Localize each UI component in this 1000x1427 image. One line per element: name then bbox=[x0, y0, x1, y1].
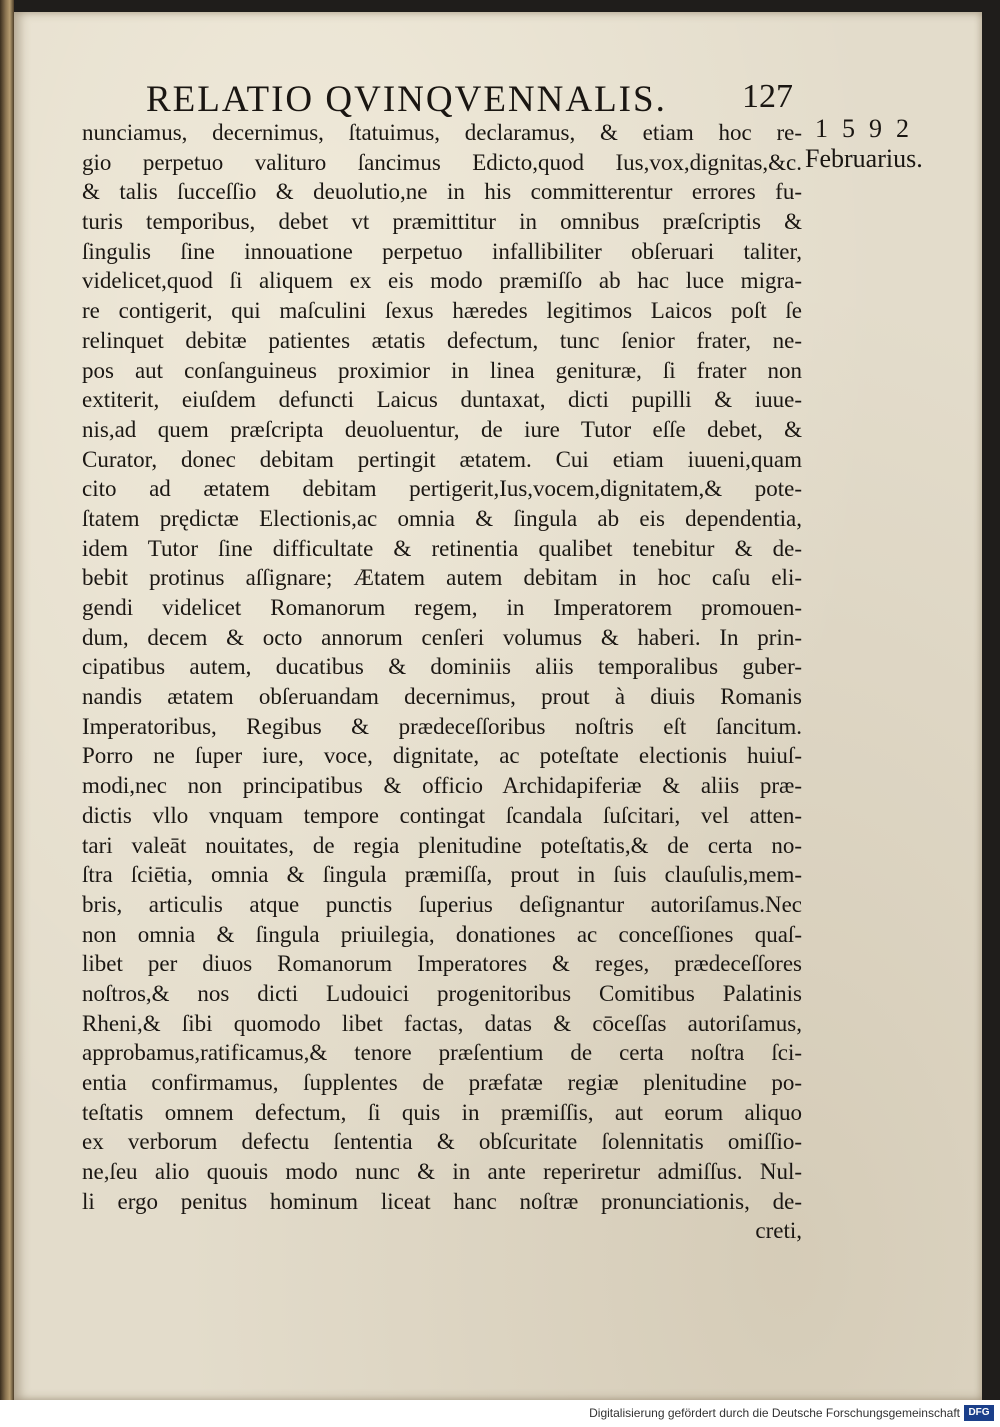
running-head: RELATIO QVINQVENNALIS. bbox=[146, 79, 667, 120]
dfg-logo: DFG bbox=[964, 1405, 994, 1421]
binding-edge bbox=[0, 0, 14, 1400]
body-text bbox=[82, 118, 802, 1246]
page-number: 127 bbox=[742, 78, 793, 115]
text-line: ſtatem prędictæ Electionis,ac omnia & ſingula ab eis dependentia, bbox=[82, 505, 802, 531]
text-line: teſtatis omnem defectum, ſi quis in præmiſſis, aut eorum aliquo bbox=[82, 1099, 802, 1125]
text-line: ex verborum defectu ſententia & obſcuritate ſolennitatis omiſſio- bbox=[82, 1129, 802, 1155]
text-line: turis temporibus, debet vt præmittitur in omnibus præſcriptis & bbox=[82, 209, 802, 235]
text-line: & talis ſucceſſio & deuolutio,ne in his committerentur errores fu- bbox=[82, 179, 802, 205]
text-line: ſingulis ſine innouatione perpetuo infallibiliter obſeruari taliter, bbox=[82, 238, 802, 264]
text-line: relinquet debitæ patientes ætatis defectum, tunc ſenior frater, ne- bbox=[82, 327, 802, 353]
text-line: ſtra ſciētia, omnia & ſingula præmiſſa, prout in ſuis clauſulis,mem- bbox=[82, 862, 802, 888]
text-line: gio perpetuo valituro ſancimus Edicto,quod Ius,vox,dignitas,&c. bbox=[82, 149, 802, 175]
text-line: extiterit, eiuſdem defuncti Laicus duntaxat, dicti pupilli & iuue- bbox=[82, 387, 802, 413]
text-line: ne,ſeu alio quouis modo nunc & in ante reperiretur admiſſus. Nul- bbox=[82, 1159, 802, 1185]
text-line: dictis vllo vnquam tempore contingat ſcandala ſuſcitari, vel atten- bbox=[82, 802, 802, 828]
text-line: Porro ne ſuper iure, voce, dignitate, ac poteſtate electionis huiuſ- bbox=[82, 743, 802, 769]
text-line: non omnia & ſingula priuilegia, donationes ac conceſſiones quaſ- bbox=[82, 921, 802, 947]
text-line: pos aut conſanguineus proximior in linea genituræ, ſi frater non bbox=[82, 357, 802, 383]
text-line: videlicet,quod ſi aliquem ex eis modo præmiſſo ab hac luce migra- bbox=[82, 268, 802, 294]
text-line: approbamus,ratificamus,& tenore præſentium de certa noſtra ſci- bbox=[82, 1040, 802, 1066]
text-line: noſtros,& nos dicti Ludouici progenitoribus Comitibus Palatinis bbox=[82, 980, 802, 1006]
text-line: tari valeāt nouitates, de regia plenitudine poteſtatis,& de certa no- bbox=[82, 832, 802, 858]
text-line: gendi videlicet Romanorum regem, in Imperatorem promouen- bbox=[82, 595, 802, 620]
catchword: creti, bbox=[755, 1218, 802, 1244]
text-line: re contigerit, qui maſculini ſexus hæredes legitimos Laicos poſt ſe bbox=[82, 298, 802, 324]
text-line: Curator, donec debitam pertingit ætatem. Cui etiam iuueni,quam bbox=[82, 446, 802, 472]
text-line: cipatibus autem, ducatibus & dominiis aliis temporalibus guber- bbox=[82, 654, 802, 680]
text-line: nunciamus, decernimus, ſtatuimus, declaramus, & etiam hoc re- bbox=[82, 120, 802, 145]
text-line: entia confirmamus, ſupplentes de præfatæ regiæ plenitudine po- bbox=[82, 1070, 802, 1095]
text-line: nandis ætatem obſeruandam decernimus, prout à diuis Romanis bbox=[82, 684, 802, 710]
footer-bar bbox=[0, 1400, 1000, 1427]
funding-credit: Digitalisierung gefördert durch die Deutsche Forschungsgemeinschaft bbox=[589, 1406, 960, 1420]
text-line: dum, decem & octo annorum cenſeri volumus & haberi. In prin- bbox=[82, 624, 802, 650]
margin-month: Februarius. bbox=[805, 144, 923, 173]
text-line: Imperatoribus, Regibus & prædeceſſoribus noſtris eſt ſancitum. bbox=[82, 713, 802, 739]
text-line: nis,ad quem præſcripta deuoluentur, de iure Tutor eſſe debet, & bbox=[82, 416, 802, 442]
margin-note bbox=[805, 114, 923, 174]
text-line: li ergo penitus hominum liceat hanc noſtræ pronunciationis, de- bbox=[82, 1188, 802, 1214]
text-line: bebit protinus aſſignare; Ætatem autem debitam in hoc caſu eli- bbox=[82, 565, 802, 591]
margin-year: 1592 bbox=[815, 114, 923, 143]
text-line: Rheni,& ſibi quomodo libet factas, datas & cōceſſas autoriſamus, bbox=[82, 1010, 802, 1036]
text-line: cito ad ætatem debitam pertigerit,Ius,vocem,dignitatem,& pote- bbox=[82, 476, 802, 502]
text-line: modi,nec non principatibus & officio Archidapiferiæ & aliis præ- bbox=[82, 773, 802, 799]
text-line: libet per diuos Romanorum Imperatores & reges, prædeceſſores bbox=[82, 951, 802, 977]
text-line: idem Tutor ſine difficultate & retinentia qualibet tenebitur & de- bbox=[82, 535, 802, 561]
text-line: bris, articulis atque punctis ſuperius deſignantur autoriſamus.Nec bbox=[82, 891, 802, 917]
